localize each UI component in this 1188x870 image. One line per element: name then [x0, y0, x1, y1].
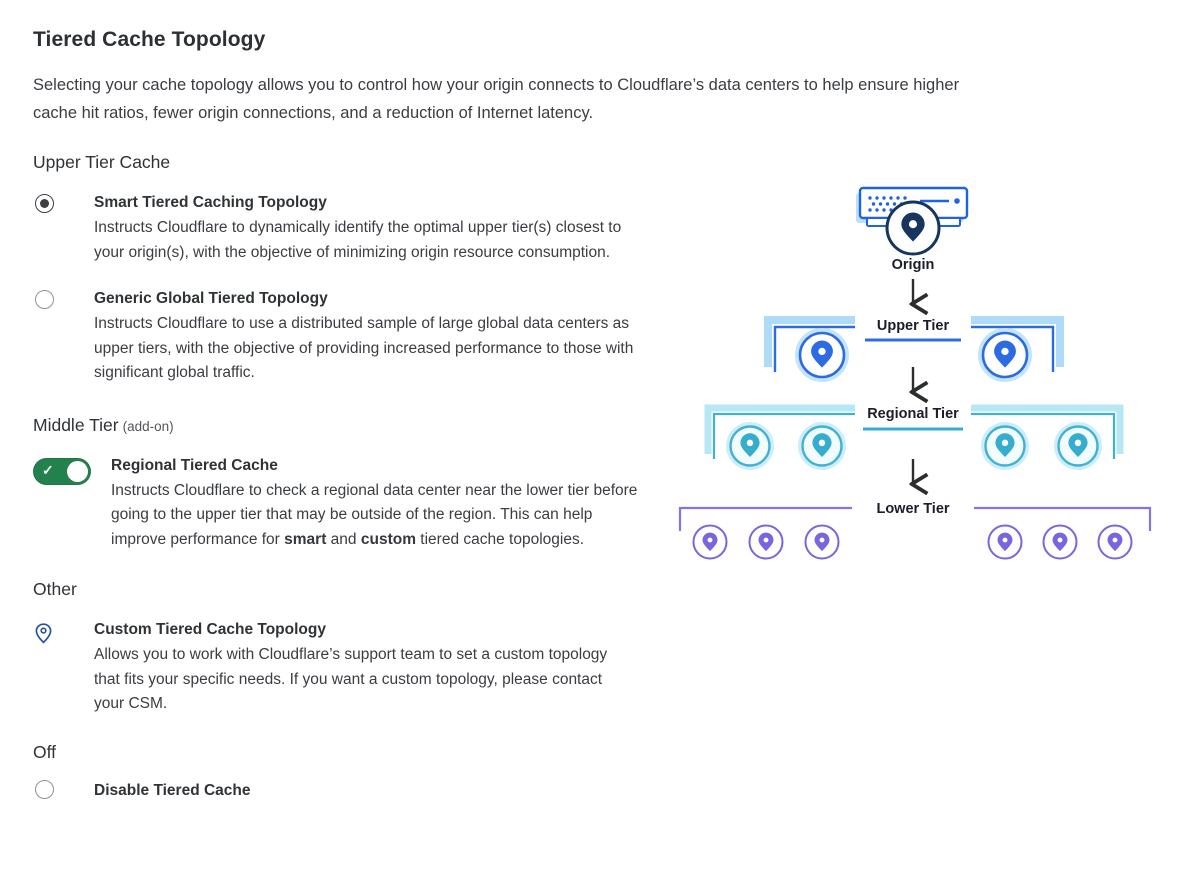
lower-tier-pin — [806, 526, 839, 559]
upper-tier-pin — [978, 328, 1032, 382]
desc-part: Instructs Cloudflare to check a regional data center near the lower tier before going to the upper tier that may be outside of the region. This can help improve performance for — [111, 481, 638, 548]
middle-tier-heading-text: Middle Tier — [33, 414, 119, 435]
custom-topology-pin-icon — [35, 623, 52, 644]
middle-tier-addon-suffix: (add-on) — [122, 418, 174, 434]
option-description: Instructs Cloudflare to use a distributed sample of large global data centers as upper tiers, with the objective of providing increased performance to those with significant global traffic. — [94, 315, 634, 381]
radio-disable-tiered-cache[interactable] — [35, 780, 54, 799]
page-title: Tiered Cache Topology — [33, 28, 266, 51]
option-disable-tiered-cache — [33, 780, 663, 804]
option-label: Disable Tiered Cache — [94, 781, 251, 799]
upper-tier-cache-heading: Upper Tier Cache — [33, 152, 171, 172]
toggle-knob[interactable] — [67, 461, 88, 482]
off-heading: Off — [33, 741, 57, 762]
radio-generic-global-tiered[interactable] — [35, 290, 54, 309]
settings-column — [33, 152, 663, 804]
option-description: Allows you to work with Cloudflare’s support team to set a custom topology that fits your specific needs. If you want a custom topology, please contact your CSM. — [94, 646, 608, 712]
lower-tier-pin — [1044, 526, 1077, 559]
option-description — [111, 479, 651, 553]
origin-label: Origin — [891, 257, 935, 273]
option-custom-tiered-cache — [33, 619, 663, 717]
desc-part: and — [326, 530, 361, 548]
regional-tier-pin — [981, 422, 1029, 470]
option-smart-tiered-caching — [33, 192, 663, 265]
regional-tier-pin — [1054, 422, 1102, 470]
option-label: Smart Tiered Caching Topology — [94, 194, 327, 211]
regional-tier-pin — [726, 422, 774, 470]
regional-tiered-cache-toggle[interactable] — [33, 458, 91, 485]
upper-tier-label: Upper Tier — [876, 318, 950, 334]
desc-bold-smart: smart — [284, 530, 327, 548]
lower-tier-label: Lower Tier — [876, 501, 950, 517]
regional-tier-label: Regional Tier — [867, 406, 959, 422]
desc-part: tiered cache topologies. — [415, 530, 585, 548]
check-icon: ✓ — [42, 461, 54, 478]
option-description: Instructs Cloudflare to dynamically identify the optimal upper tier(s) closest to your origin(s), with the objective of minimizing origin resource consumption. — [94, 219, 622, 261]
option-label: Generic Global Tiered Topology — [94, 290, 328, 307]
page-description: Selecting your cache topology allows you to control how your origin connects to Cloudflare’s data centers to help ensure higher cache hit ratios, fewer origin connections, and a reduction of Internet latency. — [33, 76, 960, 122]
option-regional-tiered-cache — [33, 455, 663, 553]
lower-tier-pin — [1099, 526, 1132, 559]
option-label: Regional Tiered Cache — [111, 456, 278, 474]
other-heading: Other — [33, 579, 77, 599]
option-generic-global-tiered — [33, 288, 663, 386]
middle-tier-heading — [33, 415, 663, 436]
upper-tier-pin — [795, 328, 849, 382]
topology-diagram — [668, 183, 1160, 583]
option-label: Custom Tiered Cache Topology — [94, 621, 326, 638]
lower-tier-pin — [989, 526, 1022, 559]
lower-tier-pin — [694, 526, 727, 559]
origin-pin — [887, 202, 939, 254]
radio-smart-tiered-caching[interactable] — [35, 194, 54, 213]
lower-tier-pin — [750, 526, 783, 559]
regional-tier-pin — [798, 422, 846, 470]
desc-bold-custom: custom — [360, 530, 416, 548]
